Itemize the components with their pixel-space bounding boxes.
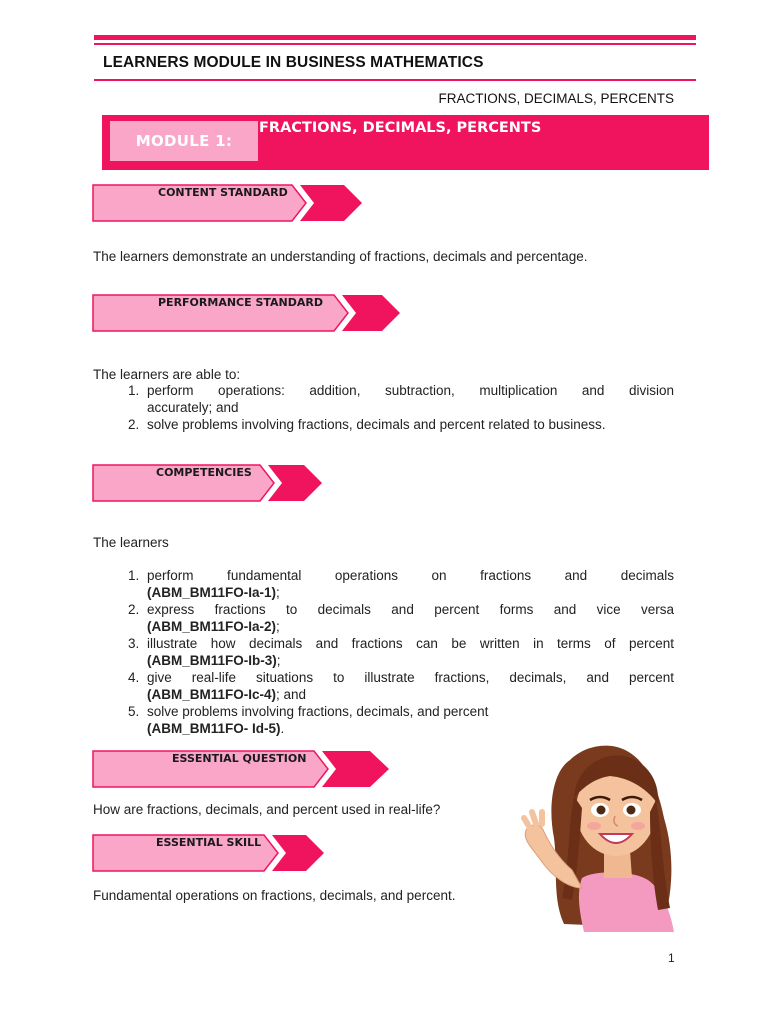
header-rule-top: [94, 35, 696, 40]
competencies-intro: The learners: [93, 535, 169, 550]
header-rule-bottom: [94, 79, 696, 81]
competency-code: (ABM_BM11FO-Ia-1): [147, 585, 277, 600]
list-item: 4. give real-life situations to illustrate fractions, decimals, and percent (ABM_BM11FO-Ic-4); and: [128, 670, 674, 702]
essential-question-tag: [92, 750, 392, 788]
list-item: 1. perform operations: addition, subtraction, multiplication and division accurately; and: [128, 383, 674, 415]
page-number: 1: [668, 951, 675, 965]
essential-skill-tag: [92, 834, 328, 872]
list-item: 5. solve problems involving fractions, decimals, and percent (ABM_BM11FO- Id-5).: [128, 704, 489, 736]
module-label: MODULE 1:: [110, 121, 258, 161]
performance-standard-intro: The learners are able to:: [93, 367, 241, 382]
header-rule-top-thin: [94, 43, 696, 45]
content-standard-label: CONTENT STANDARD: [158, 186, 288, 199]
performance-standard-label: PERFORMANCE STANDARD: [158, 296, 323, 309]
list-item: 2. express fractions to decimals and percent forms and vice versa (ABM_BM11FO-Ia-2);: [128, 602, 674, 634]
essential-question-label: ESSENTIAL QUESTION: [172, 752, 307, 765]
teacher-avatar-illustration: [512, 738, 676, 932]
competency-code: (ABM_BM11FO-Ib-3): [147, 653, 277, 668]
content-standard-text: The learners demonstrate an understanding of fractions, decimals and percentage.: [93, 249, 588, 264]
competency-code: (ABM_BM11FO-Ia-2): [147, 619, 277, 634]
competencies-label: COMPETENCIES: [156, 466, 252, 479]
module-title: FRACTIONS, DECIMALS, PERCENTS: [259, 120, 542, 136]
document-title: LEARNERS MODULE IN BUSINESS MATHEMATICS: [103, 54, 484, 71]
competencies-tag: [92, 464, 324, 502]
avatar-icon: [512, 738, 676, 932]
competency-code: (ABM_BM11FO- Id-5): [147, 721, 281, 736]
essential-skill-label: ESSENTIAL SKILL: [156, 836, 262, 849]
competencies-list: [130, 567, 674, 737]
content-standard-tag: [92, 184, 364, 222]
topic-heading: FRACTIONS, DECIMALS, PERCENTS: [438, 91, 674, 106]
essential-question-text: How are fractions, decimals, and percent used in real-life?: [93, 802, 441, 817]
performance-standard-list: [130, 382, 674, 433]
essential-skill-text: Fundamental operations on fractions, decimals, and percent.: [93, 888, 456, 903]
competency-code: (ABM_BM11FO-Ic-4): [147, 687, 277, 702]
list-item: 1. perform fundamental operations on fractions and decimals (ABM_BM11FO-Ia-1);: [128, 568, 674, 600]
performance-standard-tag: [92, 294, 402, 332]
list-item: 3. illustrate how decimals and fractions can be written in terms of percent (ABM_BM11FO-Ib-3);: [128, 636, 674, 668]
list-item: 2. solve problems involving fractions, decimals and percent related to business.: [128, 417, 606, 432]
